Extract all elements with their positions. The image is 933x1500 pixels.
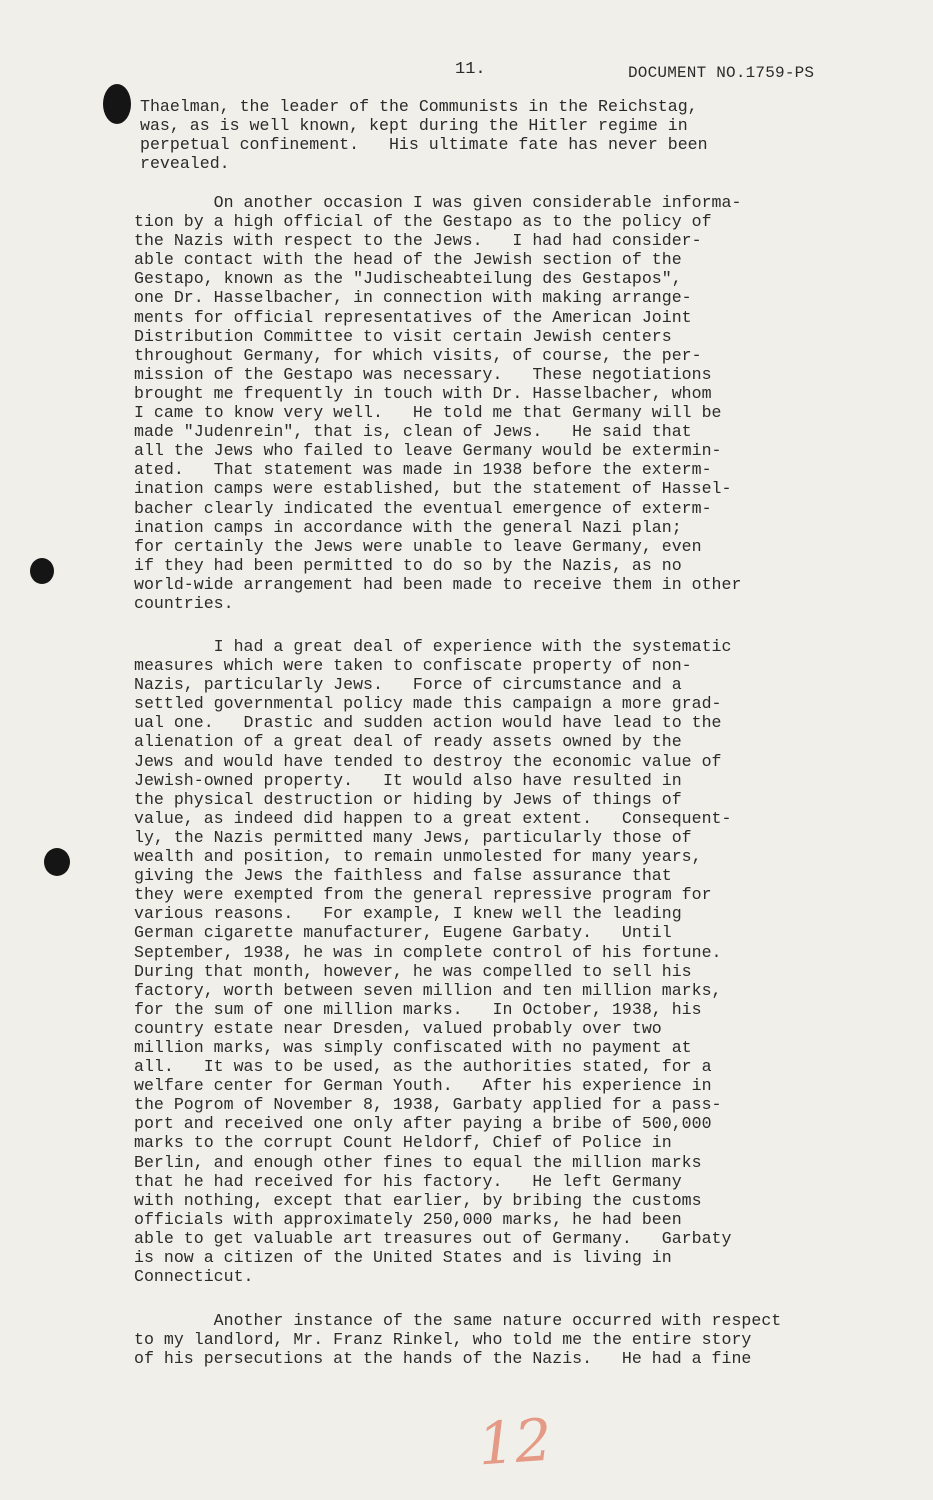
paragraph: Another instance of the same nature occurred with respect to my landlord, Mr. Franz Rinkel, who told me the entire story of his persecutions at the hands of the Nazis. He had a fine <box>134 1311 782 1369</box>
handwritten-page-number: 12 <box>475 1405 555 1479</box>
page-number: 11. <box>455 60 486 79</box>
document-id: DOCUMENT NO.1759-PS <box>628 64 815 82</box>
paragraph: Thaelman, the leader of the Communists in the Reichstag, was, as is well known, kept during the Hitler regime in perpetual confinement. His ultimate fate has never been revealed. <box>140 97 708 174</box>
punch-hole <box>44 848 70 876</box>
paragraph: I had a great deal of experience with the systematic measures which were taken to confiscate property of non- Nazis, particularly Jews. Force of circumstance and a settled governmental policy made this campaign a more grad- ual one. Drastic and sudden action would have lead to the alienation of a great deal of ready assets owned by the Jews and would have tended to destroy the economic value of Jewish-owned property. It would also have resulted in the physical destruction or hiding by Jews of things of value, as indeed did happen to a great extent. Consequent- ly, the Nazis permitted many Jews, particularly those of wealth and position, to remain unmolested for many years, giving the Jews the faithless and false assurance that they were exempted from the general repressive program for various reasons. For example, I knew well the leading German cigarette manufacturer, Eugene Garbaty. Until September, 1938, he was in complete control of his fortune. During that month, however, he was compelled to sell his factory, worth between seven million and ten million marks, for the sum of one million marks. In October, 1938, his country estate near Dresden, valued probably over two million marks, was simply confiscated with no payment at all. It was to be used, as the authorities stated, for a welfare center for German Youth. After his experience in the Pogrom of November 8, 1938, Garbaty applied for a pass- port and received one only after paying a bribe of 500,000 marks to the corrupt Count Heldorf, Chief of Police in Berlin, and enough other fines to equal the million marks that he had received for his factory. He left Germany with nothing, except that earlier, by bribing the customs officials with approximately 250,000 marks, he had been able to get valuable art treasures out of Germany. Garbaty is now a citizen of the United States and is living in Connecticut. <box>134 637 732 1287</box>
punch-hole <box>103 84 131 124</box>
paragraph: On another occasion I was given considerable informa- tion by a high official of the Gestapo as to the policy of the Nazis with respect to the Jews. I had had consider- able contact with the head of the Jewish section of the Gestapo, known as the "Judischeabteilung des Gestapos", one Dr. Hasselbacher, in connection with making arrange- ments for official representatives of the American Joint Distribution Committee to visit certain Jewish centers throughout Germany, for which visits, of course, the per- mission of the Gestapo was necessary. These negotiations brought me frequently in touch with Dr. Hasselbacher, whom I came to know very well. He told me that Germany will be made "Judenrein", that is, clean of Jews. He said that all the Jews who failed to leave Germany would be extermin- ated. That statement was made in 1938 before the exterm- ination camps were established, but the statement of Hassel- bacher clearly indicated the eventual emergence of exterm- ination camps in accordance with the general Nazi plan; for certainly the Jews were unable to leave Germany, even if they had been permitted to do so by the Nazis, as no world-wide arrangement had been made to receive them in other countries. <box>134 193 742 613</box>
punch-hole <box>30 558 54 584</box>
